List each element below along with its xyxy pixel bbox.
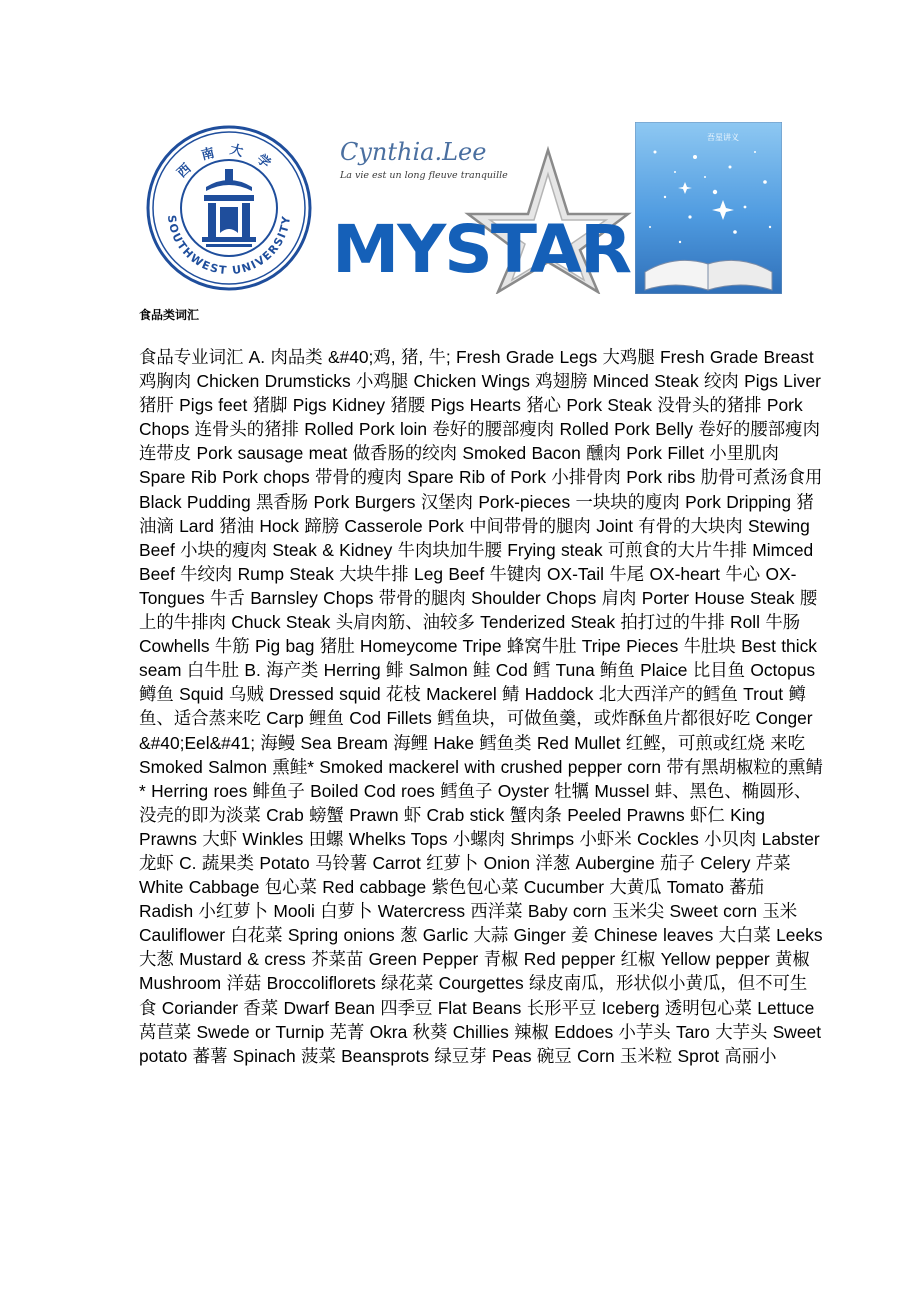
- seal-top-glyphs: 西南大学: [174, 142, 284, 182]
- vocabulary-paragraph: 食品专业词汇 A. 肉品类 &#40;鸡, 猪, 牛; Fresh Grade Legs 大鸡腿 Fresh Grade Breast 鸡胸肉 Chicken Drumsticks 小鸡腿 Chicken Wings 鸡翅膀 Minced Steak 绞肉 Pigs Liver 猪肝 Pigs feet 猪脚 Pigs Kidney 猪腰 Pigs Hearts 猪心 Pork Steak 没骨头的猪排 Pork Chops 连骨头的猪排 Rolled Pork loin 卷好的腰部瘦肉 Rolled Pork Belly 卷好的腰部瘦肉连带皮 Pork sausage meat 做香肠的绞肉 Smoked Bacon 醺肉 Pork Fillet 小里肌肉 Spare Rib Pork chops 带骨的瘦肉 Spare Rib of Pork 小排骨肉 Pork ribs 肋骨可煮汤食用 Black Pudding 黑香肠 Pork Burgers 汉堡肉 Pork-pieces 一块块的廋肉 Pork Dripping 猪油滴 Lard 猪油 Hock 蹄膀 Casserole Pork 中间带骨的腿肉 Joint 有骨的大块肉 Stewing Beef 小块的瘦肉 Steak & Kidney 牛肉块加牛腰 Frying steak 可煎食的大片牛排 Mimced Beef 牛绞肉 Rump Steak 大块牛排 Leg Beef 牛键肉 OX-Tail 牛尾 OX-heart 牛心 OX-Tongues 牛舌 Barnsley Chops 带骨的腿肉 Shoulder Chops 肩肉 Porter House Steak 腰上的牛排肉 Chuck Steak 头肩肉筋、油较多 Tenderized Steak 拍打过的牛排 Roll 牛肠 Cowhells 牛筋 Pig bag 猪肚 Homeycome Tripe 蜂窝牛肚 Tripe Pieces 牛肚块 Best thick seam 白牛肚 B. 海产类 Herring 鲱 Salmon 鲑 Cod 鳕 Tuna 鲔鱼 Plaice 比目鱼 Octopus 鳟鱼 Squid 乌贼 Dressed squid 花枝 Mackerel 鲭 Haddock 北大西洋产的鳕鱼 Trout 鳟鱼、适合蒸来吃 Carp 鲤鱼 Cod Fillets 鳕鱼块，可做鱼羹，或炸酥鱼片都很好吃 Conger &#40;Eel&#41; 海鳗 Sea Bream 海鲤 Hake 鳕鱼类 Red Mullet 红鲣，可煎或红烧 来吃 Smoked Salmon 熏鲑* Smoked mackerel with crushed pepper corn 带有黑胡椒粒的熏鲭* Herring roes 鲱鱼子 Boiled Cod roes 鳕鱼子 Oyster 牡犡 Mussel 蚌、黑色、椭圆形、没壳的即为淡菜 Crab 螃蟹 Prawn 虾 Crab stick 蟹肉条 Peeled Prawns 虾仁 King Prawns 大虾 Winkles 田螺 Whelks Tops 小螺肉 Shrimps 小虾米 Cockles 小贝肉 Labster 龙虾 C. 蔬果类 Potato 马铃薯 Carrot 红萝卜 Onion 洋葱 Aubergine 茄子 Celery 芹菜 White Cabbage 包心菜 Red cabbage 紫色包心菜 Cucumber 大黄瓜 Tomato 蕃茄 Radish 小红萝卜 Mooli 白萝卜 Watercress 西洋菜 Baby corn 玉米尖 Sweet corn 玉米 Cauliflower 白花菜 Spring onions 葱 Garlic 大蒜 Ginger 姜 Chinese leaves 大白菜 Leeks 大葱 Mustard & cress 芥菜苗 Green Pepper 青椒 Red pepper 红椒 Yellow pepper 黄椒 Mushroom 洋菇 Broccoliflorets 绿花菜 Courgettes 绿皮南瓜，形状似小黄瓜，但不可生食 Coriander 香菜 Dwarf Bean 四季豆 Flat Beans 长形平豆 Iceberg 透明包心菜 Lettuce 莴苣菜 Swede or Turnip 芜菁 Okra 秋葵 Chillies 辣椒 Eddoes 小芋头 Taro 大芋头 Sweet potato 蕃薯 Spinach 菠菜 Beansprots 绿豆芽 Peas 碗豆 Corn 玉米粒 Sprot 高丽小: [139, 347, 823, 1066]
- book-stars-image: [635, 122, 782, 294]
- mystar-brand-logo: [328, 122, 633, 294]
- brand-wordmark: MYSTAR: [332, 211, 632, 288]
- document-heading: 食品类词汇: [139, 308, 200, 322]
- university-seal-logo: [146, 125, 312, 291]
- brand-tagline: La vie est un long fleuve tranquille: [340, 170, 508, 181]
- book-caption: 吾星讲义: [707, 133, 739, 142]
- seal-arc-text: SOUTHWEST UNIVERSITY: [164, 214, 294, 278]
- brand-signature: Cynthia.Lee: [340, 138, 487, 166]
- logo-row: [140, 122, 782, 294]
- vocabulary-body: [139, 345, 823, 1068]
- open-book-icon: [645, 260, 772, 290]
